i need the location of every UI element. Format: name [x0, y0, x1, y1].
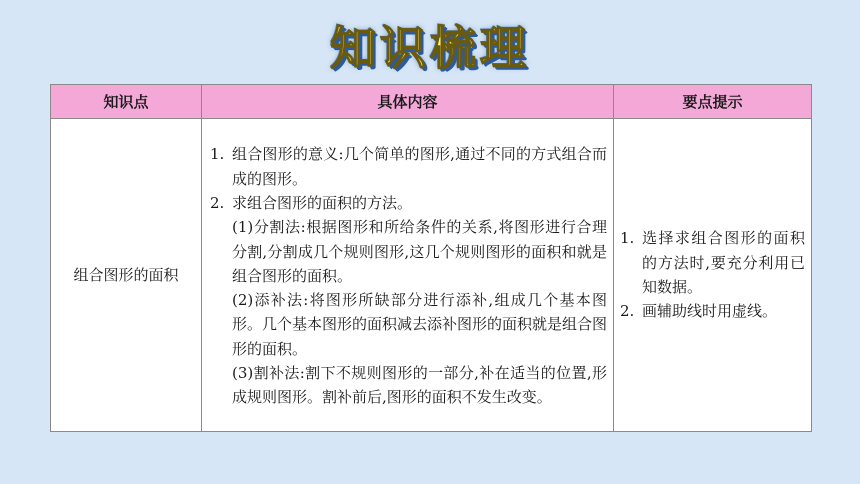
item-number: 2.: [210, 193, 225, 212]
method-split: (1)分割法:根据图形和所给条件的关系,将图形进行合理分割,分割成几个规则图形,这几个规则图形的面积和就是组合图形的面积。: [232, 218, 607, 285]
hint-item-2: [620, 299, 805, 323]
knowledge-table: [50, 84, 812, 432]
page-title: 知识梳理: [330, 21, 530, 75]
header-knowledge-point: 知识点: [51, 85, 202, 119]
content-cell: [202, 119, 614, 432]
content-item-1: [210, 142, 607, 191]
method-fill: (2)添补法:将图形所缺部分进行添补,组成几个基本图形。几个基本图形的面积减去添补图形的面积就是组合图形的面积。: [232, 291, 608, 358]
hint-text: 选择求组合图形的面积的方法时,要充分利用已知数据。: [642, 229, 805, 296]
item-text: 组合图形的意义:几个简单的图形,通过不同的方式组合而成的图形。: [232, 145, 607, 188]
header-content: 具体内容: [202, 85, 614, 119]
hints-cell: [614, 119, 812, 432]
content-item-2: [210, 191, 607, 215]
table-header-row: [51, 85, 812, 119]
hint-number: 2.: [620, 302, 635, 321]
header-key-hints: 要点提示: [614, 85, 812, 119]
item-text: 求组合图形的面积的方法。: [232, 193, 413, 212]
hint-text: 画辅助线时用虚线。: [642, 302, 778, 321]
hint-number: 1.: [620, 229, 635, 248]
item-number: 1.: [210, 145, 225, 164]
hint-item-1: [620, 226, 805, 299]
table-row: [51, 119, 812, 432]
method-cut-fill: (3)割补法:割下不规则图形的一部分,补在适当的位置,形成规则图形。割补前后,图形的面积不发生改变。: [232, 364, 607, 407]
topic-cell: 组合图形的面积: [51, 119, 202, 432]
